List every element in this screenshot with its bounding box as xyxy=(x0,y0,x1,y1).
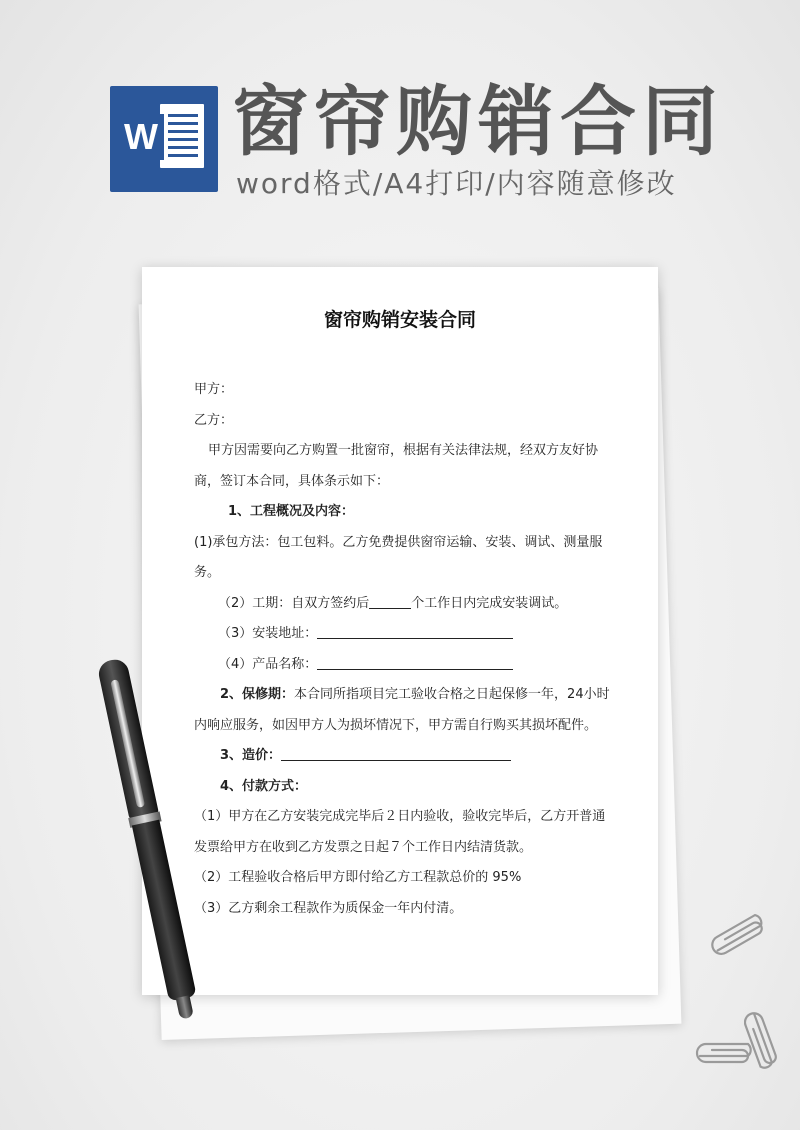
section-1-item-2-post: 个工作日内完成安装调试。 xyxy=(411,595,568,611)
section-4-heading: 4、付款方式： xyxy=(220,778,308,794)
section-1-item-4 xyxy=(194,650,614,681)
section-1-item-3 xyxy=(194,619,614,650)
party-a-line: 甲方： xyxy=(194,382,234,397)
party-b-line: 乙方： xyxy=(194,412,234,428)
document-lines-icon xyxy=(160,104,204,168)
install-address-label: （3）安装地址： xyxy=(218,626,318,641)
paperclip-icon xyxy=(744,1006,784,1076)
price-blank-line xyxy=(281,746,511,761)
intro-paragraph: 甲方因需要向乙方购置一批窗帘，根据有关法律法规，经双方友好协商，签订本合同，具体条示如下： xyxy=(194,443,599,489)
section-1-heading xyxy=(194,497,614,528)
section-3 xyxy=(194,741,614,772)
paperclip-icon xyxy=(706,912,776,962)
section-1-item-2 xyxy=(194,589,614,620)
logo-letter: W xyxy=(118,114,164,160)
document-page xyxy=(142,267,658,995)
section-3-heading: 3、造价： xyxy=(220,748,282,763)
product-blank-line xyxy=(317,655,513,670)
section-1-heading-text: 1、工程概况及内容： xyxy=(228,504,355,519)
address-blank-line xyxy=(317,624,513,639)
section-1-item-2-pre: （2）工期：自双方签约后 xyxy=(218,595,370,611)
section-4-item-3: （3）乙方剩余工程款作为质保金一年内付清。 xyxy=(194,900,463,916)
document-body xyxy=(194,375,614,924)
section-2-text: 本合同所指项目完工验收合格之日起保修一年，24小时内响应服务，如因甲方人为损坏情况下，甲方需自行购买其损坏配件。 xyxy=(194,687,610,733)
page-title: 窗帘购销合同 xyxy=(232,77,724,166)
section-4-item-2: （2）工程验收合格后甲方即付给乙方工程款总价的 95% xyxy=(194,870,522,885)
section-2 xyxy=(194,680,614,741)
section-4-item-1: （1）甲方在乙方安装完成完毕后２日内验收，验收完毕后，乙方开普通发票给甲方在收到乙方发票之日起７个工作日内结清货款。 xyxy=(194,809,606,855)
product-name-label: （4）产品名称： xyxy=(218,656,318,672)
word-logo-icon xyxy=(110,86,218,192)
page-subtitle: word格式/A4打印/内容随意修改 xyxy=(236,167,677,200)
section-4-heading-line xyxy=(194,772,614,803)
section-1-item-1: (1)承包方法：包工包料。乙方免费提供窗帘运输、安装、调试、测量服务。 xyxy=(194,534,603,580)
days-blank-line xyxy=(369,594,411,609)
section-2-heading: 2、保修期： xyxy=(220,687,295,702)
document-title: 窗帘购销安装合同 xyxy=(323,309,476,331)
